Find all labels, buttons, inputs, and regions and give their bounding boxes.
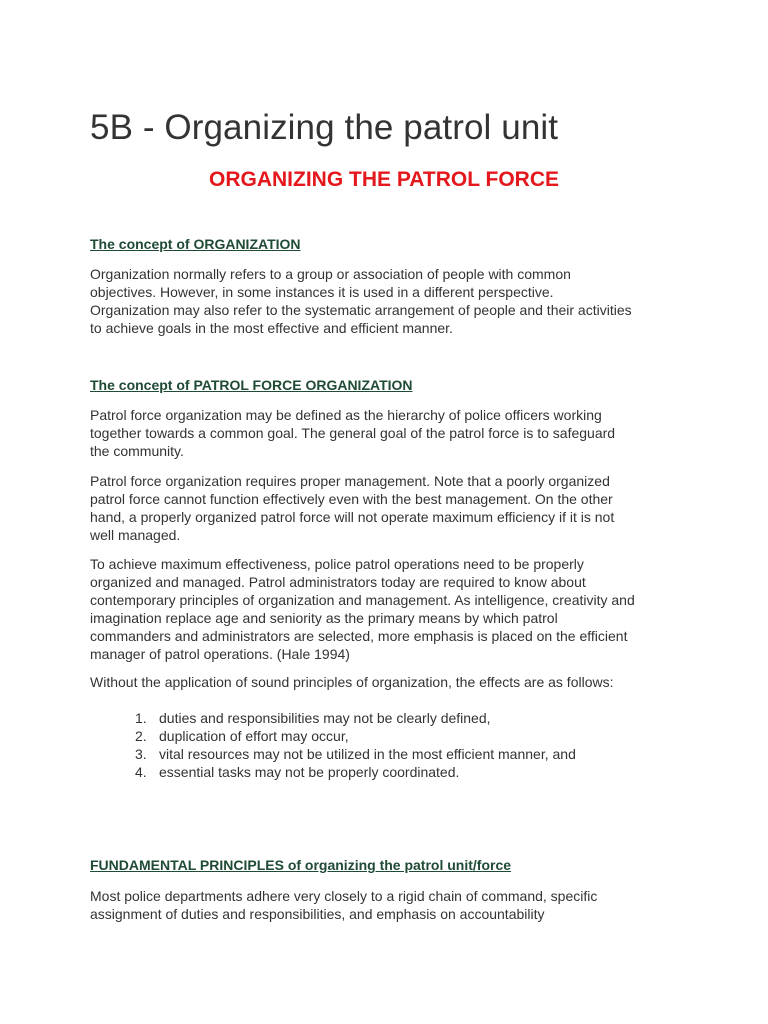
list-number: 2. [135,728,147,744]
paragraph-line: hand, a properly organized patrol force will not operate maximum efficiency if it is not [90,509,615,525]
paragraph-line: contemporary principles of organization and management. As intelligence, creativity and [90,592,635,608]
paragraph-line: To achieve maximum effectiveness, police patrol operations need to be properly [90,556,584,572]
list-item-text: duties and responsibilities may not be clearly defined, [159,710,491,726]
paragraph-line: Most police departments adhere very closely to a rigid chain of command, specific [90,888,598,904]
patrol-force-paragraph-1 [90,406,690,460]
paragraph-line: organized and managed. Patrol administrators today are required to know about [90,574,586,590]
document-subtitle: ORGANIZING THE PATROL FORCE [209,168,559,191]
paragraph-line: patrol force cannot function effectively even with the best management. On the other [90,491,613,507]
organization-paragraph [90,265,690,337]
list-number: 4. [135,764,147,780]
paragraph-line: Patrol force organization requires proper management. Note that a poorly organized [90,473,610,489]
paragraph-line: well managed. [90,527,181,543]
section-heading-organization: The concept of ORGANIZATION [90,236,301,252]
list-item [90,727,690,745]
paragraph-line: Without the application of sound principles of organization, the effects are as follows: [90,674,614,690]
paragraph-line: objectives. However, in some instances it is used in a different perspective. [90,284,554,300]
paragraph-line: Organization normally refers to a group or association of people with common [90,266,571,282]
paragraph-line: the community. [90,443,184,459]
list-item-text: essential tasks may not be properly coordinated. [159,764,460,780]
patrol-force-paragraph-2 [90,472,690,544]
document-title: 5B - Organizing the patrol unit [90,108,559,147]
paragraph-line: Organization may also refer to the systematic arrangement of people and their activities [90,302,632,318]
list-item-text: vital resources may not be utilized in the most efficient manner, and [159,746,576,762]
paragraph-line: Patrol force organization may be defined as the hierarchy of police officers working [90,407,602,423]
section-heading-patrol-force: The concept of PATROL FORCE ORGANIZATION [90,377,413,393]
fundamental-paragraph [90,887,690,923]
patrol-force-paragraph-4 [90,673,690,691]
paragraph-line: together towards a common goal. The general goal of the patrol force is to safeguard [90,425,616,441]
list-item [90,745,690,763]
section-heading-fundamental-principles: FUNDAMENTAL PRINCIPLES of organizing the patrol unit/force [90,857,512,873]
list-item-text: duplication of effort may occur, [159,728,349,744]
list-number: 3. [135,746,147,762]
paragraph-line: assignment of duties and responsibilities, and emphasis on accountability [90,906,545,922]
list-item [90,763,690,781]
list-number: 1. [135,710,147,726]
paragraph-line: imagination replace age and seniority as the primary means by which patrol [90,610,558,626]
paragraph-line: commanders and administrators are selected, more emphasis is placed on the efficient [90,628,628,644]
list-item [90,709,690,727]
paragraph-line: manager of patrol operations. (Hale 1994) [90,646,350,662]
effects-list [90,709,690,781]
patrol-force-paragraph-3 [90,555,690,663]
paragraph-line: to achieve goals in the most effective and efficient manner. [90,320,453,336]
